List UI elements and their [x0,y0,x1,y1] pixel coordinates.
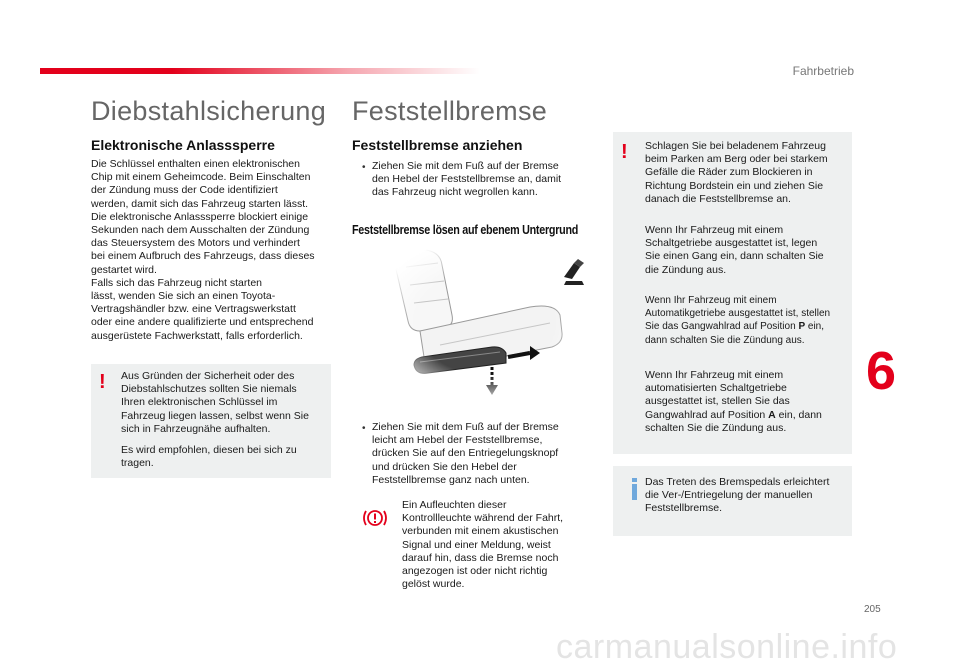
left-paragraph: Die Schlüssel enthalten einen elektronischen Chip mit einem Geheimcode. Beim Einschalten der Zündung muss der Code identifiziert werden, damit sich das Fahrzeug starten lässt. Die elektronische Anlasssperre blockiert einige Sekunden nach dem Ausschalten der Zündung das Steuersystem des Motors und verhindert bei einem Aufbruch des Fahrzeugs, dass dieses gestartet wird. Falls sich das Fahrzeug nicht starten lässt, wenden Sie sich an einen Toyota- Vertragshändler bzw. eine Vertragswerkstatt oder eine andere qualifizierte und entsprechend ausgerüstete Fachwerkstatt, falls erforderlich. [91,158,315,342]
left-warning-text-1: Aus Gründen der Sicherheit oder des Diebstahlschutzes sollten Sie niemals Ihren elektronischen Schlüssel im Fahrzeug liegen lassen, selbst wenn Sie sich in Fahrzeugnähe aufhalten. [121,370,309,435]
warning-p2: Wenn Ihr Fahrzeug mit einem Schaltgetriebe ausgestattet ist, legen Sie einen Gang ein, dann schalten Sie die Zündung aus. [645,224,824,276]
page-number: 205 [864,604,881,615]
warning-icon-right: ! [621,141,628,163]
gear-position-p: P [798,321,806,333]
warning-p3-part1: Wenn Ihr Fahrzeug mit einem Automatikgetriebe ausgestattet ist, stellen Sie das Gangwahlrad auf Position [645,295,831,333]
foot-pedal-icon [560,257,588,287]
info-text: Das Treten des Bremspedals erleichtert die Ver-/Entriegelung der manuellen Feststellbremse. [645,476,830,515]
parking-brake-illustration [380,245,590,400]
bullet-release: • [362,423,366,434]
right-warning-box [613,132,852,454]
warning-icon: ! [99,371,106,393]
warning-p3 [645,294,853,347]
warning-light-text: Ein Aufleuchten dieser Kontrollleuchte während der Fahrt, verbunden mit einem akustischen Signal und einer Meldung, weist darauf hin, dass die Bremse noch angezogen ist oder nicht richtig gelöst wurde. [402,499,564,591]
warning-p4 [645,369,850,435]
parking-brake-drawing [380,245,590,400]
left-title: Diebstahlsicherung [91,96,327,126]
warning-p3-part2: ein, dann schalten Sie die Zündung aus. [645,321,825,346]
left-warning-box [91,364,331,478]
bullet-apply: • [362,162,366,173]
section-label: Fahrbetrieb [792,64,854,78]
middle-subtitle: Feststellbremse anziehen [352,137,523,153]
header-accent-bar [40,68,480,74]
left-subtitle: Elektronische Anlasssperre [91,137,275,153]
step-apply-text: Ziehen Sie mit dem Fuß auf der Bremse den Hebel der Feststellbremse an, damit das Fahrzeug nicht wegrollen kann. [372,160,562,199]
left-warning-text-2: Es wird empfohlen, diesen bei sich zu tragen. [121,444,297,470]
gear-position-a: A [768,408,776,421]
brake-warning-light-icon [362,508,388,528]
watermark: carmanualsonline.info [556,628,898,666]
warning-p4-part2: ein, dann schalten Sie die Zündung aus. [645,408,822,434]
warning-p4-part1: Wenn Ihr Fahrzeug mit einem automatisierten Schaltgetriebe ausgestattet ist, stellen Sie das Gangwahlrad auf Position [645,369,790,421]
step-release-text: Ziehen Sie mit dem Fuß auf der Bremse leicht am Hebel der Feststellbremse, drücken Sie auf den Entriegelungsknopf und drücken Sie den Hebel der Feststellbremse ganz nach unten. [372,421,559,486]
chapter-number: 6 [866,341,897,401]
warning-p1: Schlagen Sie bei beladenem Fahrzeug beim Parken am Berg oder bei starkem Gefälle die Räder zum Blockieren in Richtung Bordstein ein und ziehen Sie danach die Feststellbremse an. [645,140,828,205]
middle-title: Feststellbremse [352,96,548,126]
info-icon [623,478,647,500]
middle-subtitle-release: Feststellbremse lösen auf ebenem Untergrund [352,223,579,237]
right-info-box [613,466,852,536]
